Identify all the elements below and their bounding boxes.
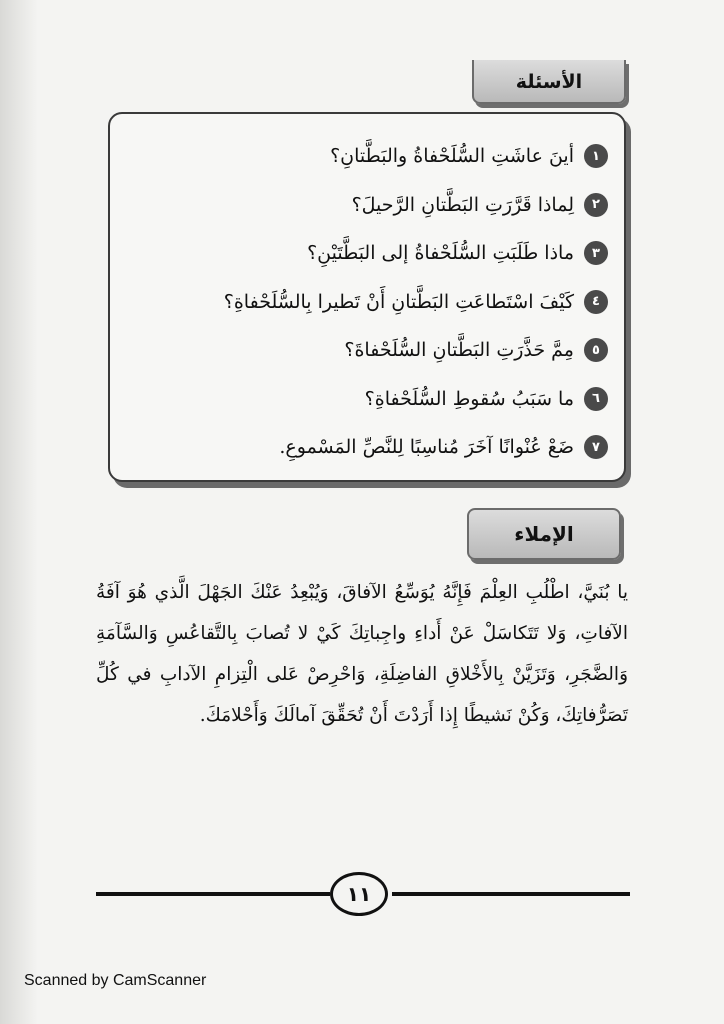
- question-number-badge: ٦: [584, 387, 608, 411]
- page-edge-shadow: [0, 0, 38, 1024]
- question-number-badge: ٢: [584, 193, 608, 217]
- questions-box: [108, 112, 626, 482]
- question-text: ضَعْ عُنْوانًا آخَرَ مُناسِبًا لِلنَّصِّ المَسْموعِ.: [279, 436, 574, 459]
- question-item-5: [128, 326, 608, 375]
- dictation-section-title: الإملاء: [514, 522, 574, 546]
- questions-list: [128, 132, 608, 472]
- question-item-3: [128, 229, 608, 278]
- question-item-1: [128, 132, 608, 181]
- footer-rule-right: [392, 892, 630, 896]
- question-item-6: [128, 375, 608, 424]
- question-number-badge: ٤: [584, 290, 608, 314]
- questions-section-header: [472, 60, 626, 104]
- dictation-paragraph: يا بُنَيَّ، اطْلُبِ العِلْمَ فَإِنَّهُ يُوَسِّعُ الآفاقَ، وَيُبْعِدُ عَنْكَ الجَهْلَ الَّذي هُوَ آفَةُ الآفاتِ، وَلا تَتَكاسَلْ عَنْ أَداءِ واجِباتِكَ كَيْ لا تُصابَ بِالتَّقاعُسِ وَالسَّآمَةِ وَالضَّجَرِ، وَتَزَيَّنْ بِالأَخْلاقِ الفاضِلَةِ، وَاحْرِصْ عَلى الْتِزامِ الآدابِ في كُلِّ تَصَرُّفاتِكَ، وَكُنْ نَشيطًا إِذا أَرَدْتَ أَنْ تُحَقِّقَ آمالَكَ وَأَحْلامَكَ.: [96, 582, 628, 726]
- page-number-text: ١١: [346, 882, 372, 906]
- question-text: مِمَّ حَذَّرَتِ البَطَّتانِ السُّلَحْفاةَ؟: [344, 339, 574, 362]
- question-item-4: [128, 278, 608, 327]
- dictation-section-header: [467, 508, 621, 560]
- question-text: كَيْفَ اسْتَطاعَتِ البَطَّتانِ أَنْ تَطيرا بِالسُّلَحْفاةِ؟: [223, 290, 574, 313]
- question-number-badge: ٥: [584, 338, 608, 362]
- question-text: ماذا طَلَبَتِ السُّلَحْفاةُ إلى البَطَّتَيْنِ؟: [307, 242, 574, 265]
- question-text: ما سَبَبُ سُقوطِ السُّلَحْفاةِ؟: [364, 387, 574, 410]
- question-item-7: [128, 423, 608, 472]
- question-text: أينَ عاشَتِ السُّلَحْفاةُ والبَطَّتانِ؟: [330, 145, 574, 168]
- page-number: [330, 872, 388, 916]
- question-number-badge: ٣: [584, 241, 608, 265]
- questions-section-title: الأسئلة: [515, 71, 583, 93]
- question-number-badge: ١: [584, 144, 608, 168]
- footer-rule-left: [96, 892, 330, 896]
- question-text: لِماذا قَرَّرَتِ البَطَّتانِ الرَّحيلَ؟: [351, 193, 574, 216]
- question-number-badge: ٧: [584, 435, 608, 459]
- question-item-2: [128, 181, 608, 230]
- scanner-watermark: Scanned by CamScanner: [24, 972, 207, 989]
